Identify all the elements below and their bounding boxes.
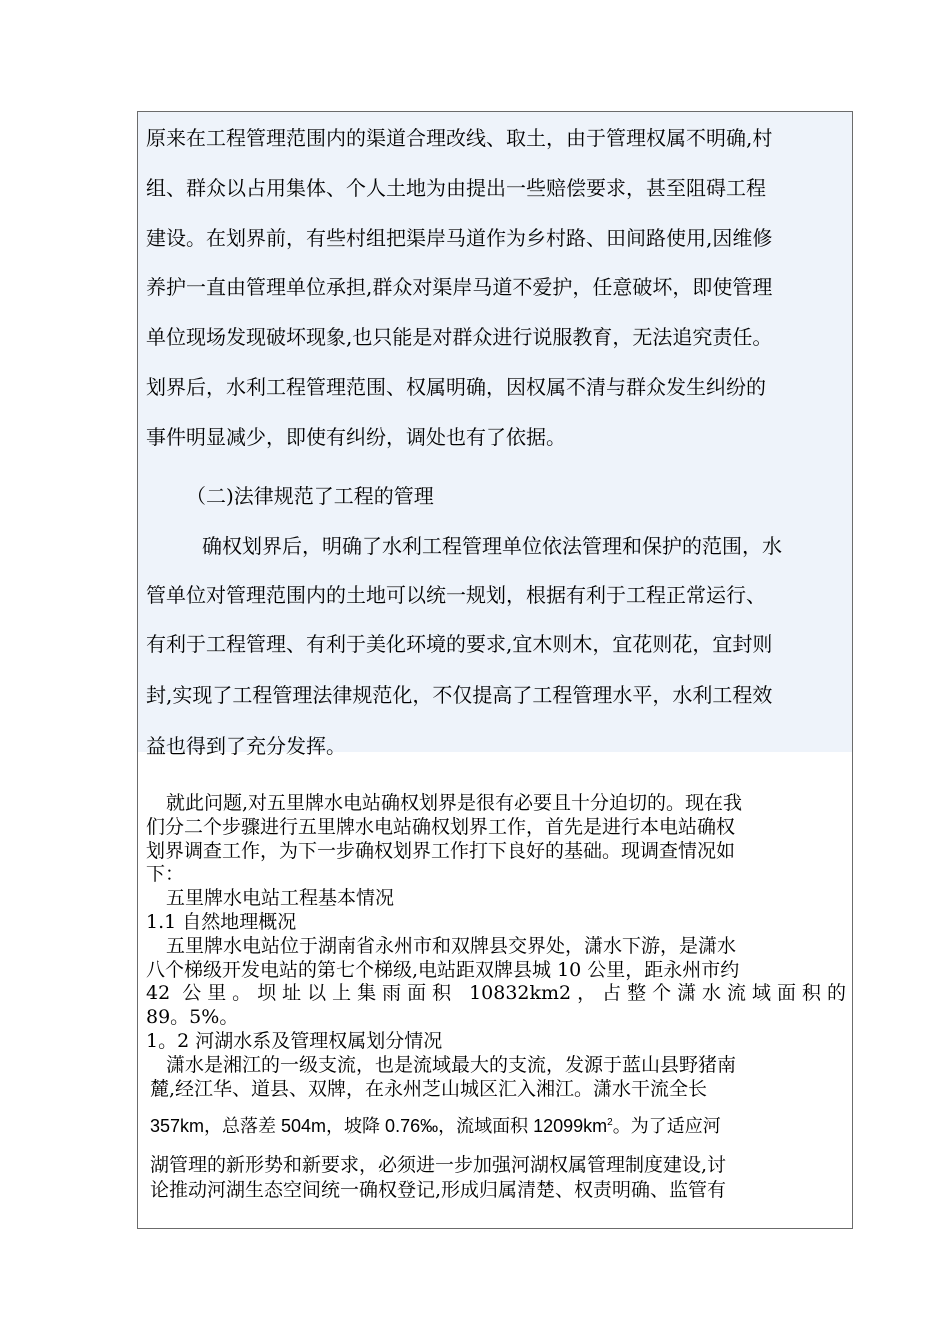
- section-heading: （二)法律规范了工程的管理: [186, 484, 434, 508]
- superscript: 2: [607, 1117, 613, 1128]
- paragraph-line: 组、群众以占用集体、个人土地为由提出一些赔偿要求，甚至阻碍工程: [146, 176, 766, 200]
- paragraph-line: 五里牌水电站位于湖南省永州市和双牌县交界处，潇水下游，是潇水: [166, 935, 737, 957]
- text-segment: 。为了适应河: [612, 1116, 721, 1137]
- paragraph-line: 们分二个步骤进行五里牌水电站确权划界工作，首先是进行本电站确权: [146, 816, 736, 838]
- paragraph-line: 潇水是湘江的一级支流，也是流域最大的支流，发源于蓝山县野猪南: [166, 1054, 737, 1076]
- paragraph-line: 八个梯级开发电站的第七个梯级,电站距双牌县城 10 公里，距永州市约: [146, 959, 740, 981]
- paragraph-line: 有利于工程管理、有利于美化环境的要求,宜木则木，宜花则花，宜封则: [146, 632, 773, 656]
- paragraph-line: 益也得到了充分发挥。: [146, 734, 346, 758]
- paragraph-line: 确权划界后，明确了水利工程管理单位依法管理和保护的范围，水: [202, 534, 782, 558]
- paragraph-line: 建设。在划界前，有些村组把渠岸马道作为乡村路、田间路使用,因维修: [146, 226, 773, 250]
- subsection-title: 1.1 自然地理概况: [146, 911, 297, 933]
- text-segment: 357km，总落差 504m，坡降 0.76‰，流域面积 12099km: [150, 1116, 608, 1136]
- paragraph-line: 湖管理的新形势和新要求，必须进一步加强河湖权属管理制度建设,讨: [150, 1154, 727, 1176]
- paragraph-line: 事件明显减少，即使有纠纷，调处也有了依据。: [146, 425, 566, 449]
- paragraph-line: 麓,经江华、道县、双牌，在永州芝山城区汇入湘江。潇水干流全长: [150, 1078, 708, 1100]
- shaded-text-block: [138, 112, 852, 758]
- paragraph-line: 单位现场发现破坏现象,也只能是对群众进行说服教育，无法追究责任。: [146, 325, 773, 349]
- paragraph-line: 原来在工程管理范围内的渠道合理改线、取土，由于管理权属不明确,村: [146, 126, 773, 150]
- paragraph-line: 下：: [146, 863, 185, 885]
- paragraph-line: 就此问题,对五里牌水电站确权划界是很有必要且十分迫切的。现在我: [166, 792, 743, 814]
- paragraph-line: 89。5%。: [146, 1006, 239, 1028]
- subsection-title: 1。2 河湖水系及管理权属划分情况: [146, 1030, 443, 1052]
- paragraph-line: [150, 1115, 721, 1138]
- paragraph-line: 划界后，水利工程管理范围、权属明确，因权属不清与群众发生纠纷的: [146, 375, 766, 399]
- document-frame: [137, 111, 853, 1229]
- section-title: 五里牌水电站工程基本情况: [166, 887, 395, 909]
- paragraph-line: 封,实现了工程管理法律规范化，不仅提高了工程管理水平，水利工程效: [146, 683, 773, 707]
- paragraph-line: 管单位对管理范围内的土地可以统一规划，根据有利于工程正常运行、: [146, 583, 766, 607]
- paragraph-line: 划界调查工作，为下一步确权划界工作打下良好的基础。现调查情况如: [146, 840, 736, 862]
- paragraph-line: 论推动河湖生态空间统一确权登记,形成归属清楚、权责明确、监管有: [150, 1179, 727, 1201]
- paragraph-line: 42 公里。坝址以上集雨面积 10832km2，占整个潇水流域面积的: [146, 982, 846, 1004]
- paragraph-line: 养护一直由管理单位承担,群众对渠岸马道不爱护，任意破坏，即使管理: [146, 275, 773, 299]
